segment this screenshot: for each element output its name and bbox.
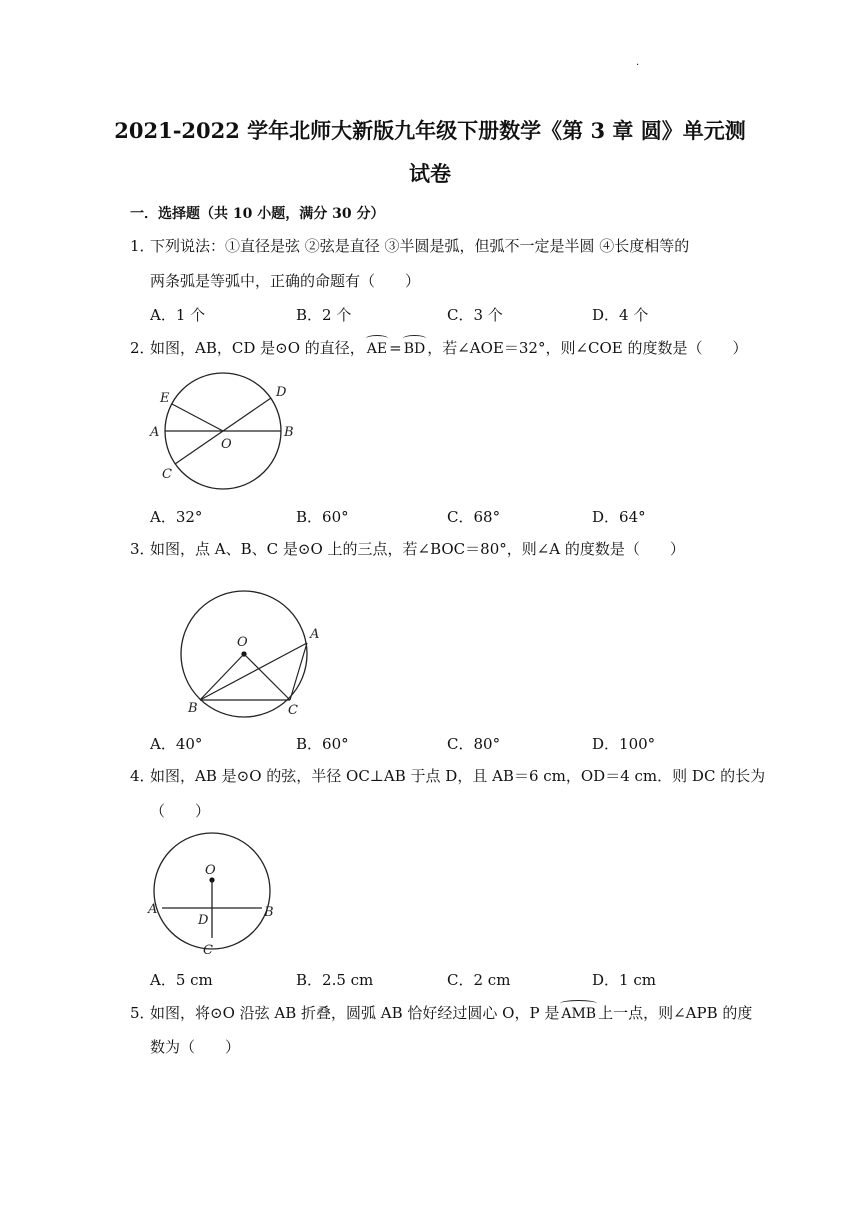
- option-d[interactable]: D．64°: [592, 508, 646, 526]
- figure-q4: [145, 828, 285, 958]
- point-label-b: B: [284, 425, 294, 440]
- question-3: [130, 539, 685, 560]
- question-1-options: [150, 304, 770, 326]
- question-text: 如图，将⊙O 沿弦 AB 折叠，圆弧 AB 恰好经过圆心 O，P 是: [150, 1004, 560, 1022]
- option-a[interactable]: A．5 cm: [150, 971, 213, 989]
- question-number: 1．: [130, 237, 155, 255]
- option-c[interactable]: C．68°: [447, 508, 501, 526]
- arc-notation: BD: [402, 339, 428, 360]
- page-title: 2021-2022 学年北师大新版九年级下册数学《第 3 章 圆》单元测: [114, 118, 746, 143]
- option-b[interactable]: B．2 个: [296, 306, 352, 324]
- question-text: 如图，AB，CD 是⊙O 的直径，: [150, 339, 365, 357]
- point-label-a: A: [310, 627, 320, 642]
- option-d[interactable]: D．1 cm: [592, 971, 656, 989]
- point-label-b: B: [264, 905, 274, 920]
- question-number: 3．: [130, 540, 155, 558]
- question-number: 4．: [130, 767, 155, 785]
- question-text: 下列说法：①直径是弦 ②弦是直径 ③半圆是弧，但弧不一定是半圆 ④长度相等的: [150, 237, 690, 255]
- question-5-continued: 数为（ ）: [150, 1038, 241, 1056]
- point-label-o: O: [221, 437, 232, 452]
- question-number: 5．: [130, 1004, 155, 1022]
- question-4-continued: （ ）: [150, 802, 211, 820]
- question-2: [130, 338, 748, 360]
- point-label-b: B: [188, 701, 198, 716]
- point-label-d: D: [276, 385, 287, 400]
- option-c[interactable]: C．2 cm: [447, 971, 511, 989]
- point-label-d: D: [198, 913, 209, 928]
- point-label-c: C: [288, 703, 298, 718]
- option-b[interactable]: B．2.5 cm: [296, 971, 374, 989]
- question-5: [130, 1003, 752, 1025]
- arc-notation: AE: [365, 339, 389, 360]
- option-c[interactable]: C．3 个: [447, 306, 503, 324]
- question-2-options: [150, 506, 770, 528]
- question-4-options: [150, 969, 770, 991]
- point-label-c: C: [203, 943, 213, 958]
- option-b[interactable]: B．60°: [296, 508, 349, 526]
- question-3-options: [150, 733, 770, 755]
- question-1: [130, 236, 689, 257]
- figure-q2: [145, 368, 305, 494]
- option-d[interactable]: D．100°: [592, 735, 656, 753]
- page-title-continued: 试卷: [409, 161, 451, 186]
- option-b[interactable]: B．60°: [296, 735, 349, 753]
- question-number: 2．: [130, 339, 155, 357]
- option-a[interactable]: A．40°: [150, 735, 203, 753]
- question-4: [130, 766, 765, 787]
- point-label-a: A: [148, 902, 158, 917]
- arc-notation: AMB: [559, 1004, 598, 1025]
- option-d[interactable]: D．4 个: [592, 306, 649, 324]
- equals-sign: =: [389, 339, 402, 357]
- question-text: 如图，AB 是⊙O 的弦，半径 OC⊥AB 于点 D，且 AB＝6 cm，OD＝4 cm．则 DC 的长为: [150, 767, 766, 785]
- question-text: 如图，点 A、B、C 是⊙O 上的三点，若∠BOC＝80°，则∠A 的度数是（ ）: [150, 540, 685, 558]
- question-text: 上一点，则∠APB 的度: [598, 1004, 753, 1022]
- option-a[interactable]: A．32°: [150, 508, 203, 526]
- question-text: ，若∠AOE＝32°，则∠COE 的度数是（ ）: [427, 339, 748, 357]
- section-heading: 一．选择题（共 10 小题，满分 30 分）: [130, 206, 385, 222]
- page-marker-dot: ·: [636, 60, 640, 71]
- figure-q3: [180, 582, 330, 722]
- point-label-c: C: [162, 467, 172, 482]
- point-label-o: O: [237, 635, 248, 650]
- point-label-e: E: [160, 391, 170, 406]
- option-c[interactable]: C．80°: [447, 735, 501, 753]
- question-1-continued: 两条弧是等弧中，正确的命题有（ ）: [150, 272, 421, 290]
- option-a[interactable]: A．1 个: [150, 306, 206, 324]
- point-label-o: O: [205, 863, 216, 878]
- point-label-a: A: [150, 425, 160, 440]
